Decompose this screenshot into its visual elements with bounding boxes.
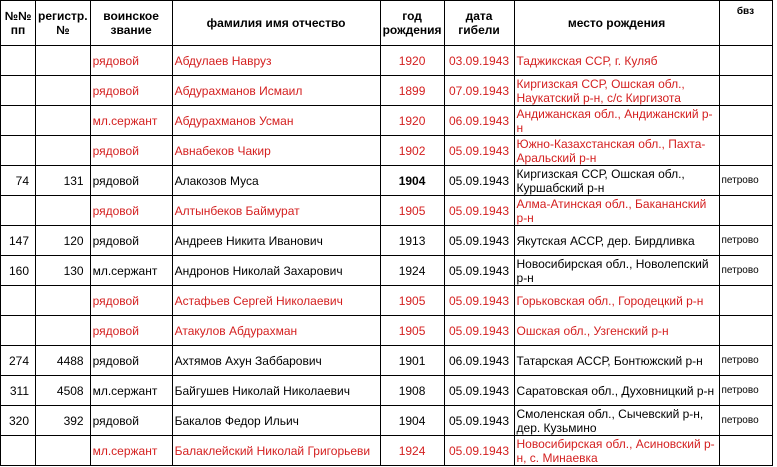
cell-reg — [36, 286, 91, 316]
cell-num — [1, 136, 36, 166]
cell-reg — [36, 46, 91, 76]
cell-rank: рядовой — [90, 286, 172, 316]
cell-reg — [36, 436, 91, 466]
header-name: фамилия имя отчество — [172, 1, 380, 46]
cell-death: 06.09.1943 — [444, 346, 514, 376]
cell-reg — [36, 76, 91, 106]
table-row — [1, 256, 773, 286]
cell-num — [1, 76, 36, 106]
cell-place: Татарская АССР, Бонтюжский р-н — [514, 346, 719, 376]
cell-year: 1902 — [380, 136, 444, 166]
cell-rank: мл.сержант — [90, 256, 172, 286]
table-row — [1, 436, 773, 466]
cell-rank: мл.сержант — [90, 436, 172, 466]
cell-note: петрово — [719, 346, 772, 376]
cell-note: петрово — [719, 256, 772, 286]
cell-rank: рядовой — [90, 316, 172, 346]
cell-name: Андреев Никита Иванович — [172, 226, 380, 256]
cell-name: Авнабеков Чакир — [172, 136, 380, 166]
cell-name: Атакулов Абдурахман — [172, 316, 380, 346]
cell-reg — [36, 196, 91, 226]
cell-num: 160 — [1, 256, 36, 286]
cell-year: 1913 — [380, 226, 444, 256]
cell-note — [719, 136, 772, 166]
cell-place: Ошская обл., Узгенский р-н — [514, 316, 719, 346]
cell-name: Абдурахманов Исмаил — [172, 76, 380, 106]
table-row — [1, 286, 773, 316]
cell-year: 1904 — [380, 406, 444, 436]
cell-year: 1905 — [380, 316, 444, 346]
cell-place: Саратовская обл., Духовницкий р-н — [514, 376, 719, 406]
cell-rank: рядовой — [90, 226, 172, 256]
cell-name: Бакалов Федор Ильич — [172, 406, 380, 436]
cell-death: 05.09.1943 — [444, 436, 514, 466]
cell-rank: рядовой — [90, 346, 172, 376]
cell-place: Горьковская обл., Городецкий р-н — [514, 286, 719, 316]
cell-place: Новосибирская обл., Новолепский р-н — [514, 256, 719, 286]
cell-name: Абдурахманов Усман — [172, 106, 380, 136]
cell-year: 1920 — [380, 106, 444, 136]
cell-place: Алма-Атинская обл., Бакананский р-н — [514, 196, 719, 226]
table-body — [1, 46, 773, 466]
cell-name: Ахтямов Ахун Заббарович — [172, 346, 380, 376]
table-row — [1, 136, 773, 166]
cell-name: Андронов Николай Захарович — [172, 256, 380, 286]
cell-death: 05.09.1943 — [444, 406, 514, 436]
cell-num — [1, 106, 36, 136]
cell-rank: мл.сержант — [90, 376, 172, 406]
cell-place: Киргизская ССР, Ошская обл., Наукатский р-н, с/с Киргизота — [514, 76, 719, 106]
cell-rank: рядовой — [90, 166, 172, 196]
cell-death: 05.09.1943 — [444, 136, 514, 166]
table-row — [1, 316, 773, 346]
cell-note — [719, 76, 772, 106]
cell-year: 1924 — [380, 256, 444, 286]
cell-note — [719, 436, 772, 466]
cell-name: Байгушев Николай Николаевич — [172, 376, 380, 406]
cell-death: 05.09.1943 — [444, 376, 514, 406]
cell-place: Якутская АССР, дер. Бирдливка — [514, 226, 719, 256]
cell-death: 05.09.1943 — [444, 286, 514, 316]
cell-place: Новосибирская обл., Асиновский р-н, с. Минаевка — [514, 436, 719, 466]
header-reg: регистр. № — [36, 1, 91, 46]
cell-reg: 131 — [36, 166, 91, 196]
cell-reg: 120 — [36, 226, 91, 256]
cell-num: 274 — [1, 346, 36, 376]
cell-name: Балаклейский Николай Григорьеви — [172, 436, 380, 466]
table-row — [1, 196, 773, 226]
cell-num: 311 — [1, 376, 36, 406]
cell-year: 1920 — [380, 46, 444, 76]
cell-rank: рядовой — [90, 76, 172, 106]
cell-rank: рядовой — [90, 196, 172, 226]
cell-note: петрово — [719, 376, 772, 406]
cell-num: 74 — [1, 166, 36, 196]
table-row — [1, 226, 773, 256]
cell-rank: рядовой — [90, 46, 172, 76]
header-place: место рождения — [514, 1, 719, 46]
cell-num — [1, 316, 36, 346]
cell-place: Южно-Казахстанская обл., Пахта-Аральский р-н — [514, 136, 719, 166]
header-row — [1, 1, 773, 46]
cell-rank: рядовой — [90, 136, 172, 166]
cell-reg: 130 — [36, 256, 91, 286]
header-bvz: бвз — [719, 1, 772, 46]
cell-name: Абдулаев Навруз — [172, 46, 380, 76]
cell-name: Алтынбеков Баймурат — [172, 196, 380, 226]
header-rank: воинское звание — [90, 1, 172, 46]
cell-year: 1901 — [380, 346, 444, 376]
header-num: №№ пп — [1, 1, 36, 46]
cell-death: 05.09.1943 — [444, 256, 514, 286]
cell-note — [719, 196, 772, 226]
cell-num — [1, 46, 36, 76]
cell-note — [719, 46, 772, 76]
cell-death: 05.09.1943 — [444, 226, 514, 256]
cell-death: 06.09.1943 — [444, 106, 514, 136]
cell-place: Смоленская обл., Сычевский р-н, дер. Кузьмино — [514, 406, 719, 436]
cell-place: Киргизская ССР, Ошская обл., Куршабский р-н — [514, 166, 719, 196]
cell-note — [719, 286, 772, 316]
table-row — [1, 106, 773, 136]
cell-num: 320 — [1, 406, 36, 436]
cell-reg — [36, 316, 91, 346]
cell-note: петрово — [719, 406, 772, 436]
table-row — [1, 406, 773, 436]
cell-year: 1904 — [380, 166, 444, 196]
cell-year: 1905 — [380, 196, 444, 226]
cell-reg: 4488 — [36, 346, 91, 376]
cell-place: Таджикская ССР, г. Куляб — [514, 46, 719, 76]
cell-num — [1, 436, 36, 466]
cell-note — [719, 316, 772, 346]
cell-reg — [36, 106, 91, 136]
table-row — [1, 166, 773, 196]
cell-reg: 4508 — [36, 376, 91, 406]
cell-name: Алакозов Муса — [172, 166, 380, 196]
cell-death: 07.09.1943 — [444, 76, 514, 106]
table-row — [1, 346, 773, 376]
table-row — [1, 376, 773, 406]
cell-rank: рядовой — [90, 406, 172, 436]
cell-num — [1, 286, 36, 316]
cell-reg — [36, 136, 91, 166]
cell-year: 1908 — [380, 376, 444, 406]
cell-note: петрово — [719, 166, 772, 196]
cell-rank: мл.сержант — [90, 106, 172, 136]
header-year: год рождения — [380, 1, 444, 46]
cell-name: Астафьев Сергей Николаевич — [172, 286, 380, 316]
cell-death: 05.09.1943 — [444, 166, 514, 196]
cell-note: петрово — [719, 226, 772, 256]
cell-year: 1905 — [380, 286, 444, 316]
cell-death: 05.09.1943 — [444, 316, 514, 346]
cell-place: Андижанская обл., Андижанский р-н — [514, 106, 719, 136]
header-death: дата гибели — [444, 1, 514, 46]
cell-death: 03.09.1943 — [444, 46, 514, 76]
cell-reg: 392 — [36, 406, 91, 436]
table-row — [1, 46, 773, 76]
cell-year: 1899 — [380, 76, 444, 106]
cell-death: 05.09.1943 — [444, 196, 514, 226]
cell-num: 147 — [1, 226, 36, 256]
table-row — [1, 76, 773, 106]
cell-year: 1924 — [380, 436, 444, 466]
cell-note — [719, 106, 772, 136]
cell-num — [1, 196, 36, 226]
